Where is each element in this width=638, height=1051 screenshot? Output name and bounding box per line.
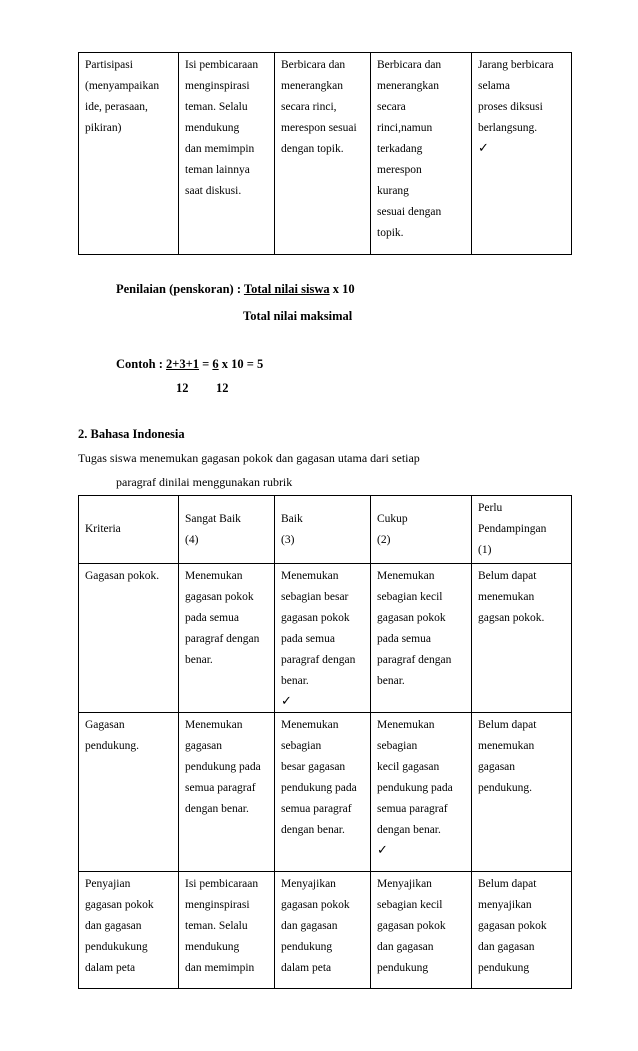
cell-text: dan gagasan: [85, 920, 142, 932]
example-equals: =: [202, 357, 210, 371]
table-cell: [472, 564, 572, 713]
cell-text: sebagian: [281, 740, 322, 752]
cell-text: dan gagasan: [281, 920, 338, 932]
cell-text: pikiran): [85, 122, 122, 134]
cell-text: Partisipasi: [85, 59, 133, 71]
cell-text: pendukung pada: [185, 761, 261, 773]
table-row: [79, 53, 572, 255]
table-cell: [179, 564, 275, 713]
checkmark-icon: ✓: [281, 693, 292, 708]
cell-text: sebagian: [377, 740, 418, 752]
formula-label: Penilaian (penskoran) :: [116, 282, 242, 296]
cell-text: Jarang berbicara: [478, 59, 554, 71]
cell-text: gagsan pokok.: [478, 612, 545, 624]
formula-denominator: Total nilai maksimal: [243, 309, 353, 323]
cell-text: merespon sesuai: [281, 122, 357, 134]
cell-text: dengan topik.: [281, 143, 344, 155]
table-cell: [472, 872, 572, 989]
cell-text: terkadang: [377, 143, 423, 155]
cell-text: proses diksusi: [478, 101, 543, 113]
cell-text: pada semua: [185, 612, 239, 624]
example-label: Contoh :: [116, 357, 163, 371]
cell-text: benar.: [185, 654, 213, 666]
header-text: (2): [377, 533, 391, 546]
cell-text: secara rinci,: [281, 101, 337, 113]
cell-text: rinci,namun: [377, 122, 433, 134]
cell-text: mendukung: [185, 941, 240, 953]
header-text: Sangat Baik: [185, 512, 241, 525]
cell-text: sesuai dengan: [377, 206, 442, 218]
cell-text: teman. Selalu: [185, 920, 248, 932]
table-row: [79, 713, 572, 872]
cell-text: menemukan: [478, 591, 535, 603]
section-intro-line-1: Tugas siswa menemukan gagasan pokok dan gagasan utama dari setiap: [78, 451, 420, 465]
header-cell: [275, 496, 371, 564]
cell-text: menerangkan: [377, 80, 439, 92]
cell-text: topik.: [377, 227, 404, 239]
cell-text: teman lainnya: [185, 164, 250, 176]
cell-text: dan memimpin: [185, 143, 255, 155]
cell-text: semua paragraf: [281, 803, 352, 815]
table-cell: [371, 564, 472, 713]
table-cell: [275, 872, 371, 989]
cell-text: selama: [478, 80, 510, 92]
header-cell-kriteria: [79, 496, 179, 564]
cell-text: secara: [377, 101, 406, 113]
cell-text: Berbicara dan: [377, 59, 442, 71]
cell-text: gagasan pokok: [478, 920, 547, 932]
cell-text: kecil gagasan: [377, 761, 440, 773]
table-cell: [371, 53, 472, 255]
example-numerator-2: 6: [212, 357, 219, 371]
table-row: [79, 564, 572, 713]
table-cell: [275, 53, 371, 255]
header-text: (3): [281, 533, 295, 546]
cell-text: dan memimpin: [185, 962, 255, 974]
cell-text: menemukan: [478, 740, 535, 752]
table-cell: [371, 872, 472, 989]
cell-text: menerangkan: [281, 80, 343, 92]
cell-text: semua paragraf: [377, 803, 448, 815]
cell-text: Isi pembicaraan: [185, 59, 259, 71]
cell-text: sebagian besar: [281, 591, 349, 603]
cell-text: gagasan: [478, 761, 516, 773]
cell-text: Menemukan: [377, 570, 435, 582]
cell-text: Menemukan: [281, 570, 339, 582]
cell-text: pendukung.: [478, 782, 532, 794]
cell-text: pendukung: [281, 941, 333, 953]
cell-text: Menyajikan: [377, 878, 432, 890]
cell-text: Menemukan: [185, 570, 243, 582]
cell-text: pada semua: [377, 633, 431, 645]
table-cell: [179, 713, 275, 872]
example-denominator-1: 12: [176, 381, 189, 395]
formula-multiplier: x 10: [332, 282, 355, 296]
cell-text: Menemukan: [185, 719, 243, 731]
cell-text: teman. Selalu: [185, 101, 248, 113]
cell-text: gagasan pokok: [377, 920, 446, 932]
cell-text: Berbicara dan: [281, 59, 346, 71]
table-cell: [179, 53, 275, 255]
table-row: [79, 872, 572, 989]
table-header-row: [79, 496, 572, 564]
cell-text: Penyajian: [85, 878, 131, 890]
cell-text: besar gagasan: [281, 761, 346, 773]
header-text: Kriteria: [85, 523, 121, 535]
example-denominator-2: 12: [216, 381, 229, 395]
cell-text: Belum dapat: [478, 878, 537, 890]
cell-text: sebagian kecil: [377, 899, 443, 911]
cell-text: dan gagasan: [478, 941, 535, 953]
cell-text: merespon: [377, 164, 422, 176]
header-text: Pendampingan: [478, 523, 547, 535]
checkmark-icon: ✓: [377, 842, 388, 857]
table-cell: [472, 53, 572, 255]
cell-text: pendukung.: [85, 740, 139, 752]
example-line: [116, 357, 263, 372]
header-cell: [472, 496, 572, 564]
cell-text: gagasan: [185, 740, 223, 752]
cell-text: gagasan pokok: [281, 612, 350, 624]
cell-text: pada semua: [281, 633, 335, 645]
scoring-formula-label: [116, 282, 355, 297]
cell-text: dan gagasan: [377, 941, 434, 953]
cell-text: mendukung: [185, 122, 240, 134]
cell-text: menginspirasi: [185, 80, 250, 92]
table-cell: [371, 713, 472, 872]
header-text: (4): [185, 533, 199, 546]
example-numerator: 2+3+1: [166, 357, 200, 371]
table-cell: [275, 713, 371, 872]
cell-text: ide, perasaan,: [85, 101, 148, 113]
cell-text: Gagasan: [85, 719, 125, 731]
formula-numerator: Total nilai siswa: [243, 282, 330, 296]
header-cell: [179, 496, 275, 564]
cell-text: gagasan pokok: [281, 899, 350, 911]
table-cell: [275, 564, 371, 713]
checkmark-icon: ✓: [478, 140, 489, 155]
cell-text: pendukung pada: [281, 782, 357, 794]
cell-text: Belum dapat: [478, 570, 537, 582]
table-cell: [79, 713, 179, 872]
cell-text: paragraf dengan: [185, 633, 260, 645]
header-text: (1): [478, 544, 492, 556]
cell-text: dalam peta: [85, 962, 136, 974]
cell-text: Isi pembicaraan: [185, 878, 259, 890]
cell-text: berlangsung.: [478, 122, 538, 134]
table-cell: [79, 53, 179, 255]
cell-text: gagasan pokok: [377, 612, 446, 624]
cell-text: Gagasan pokok.: [85, 570, 160, 582]
table-cell: [179, 872, 275, 989]
example-rest: x 10 = 5: [221, 357, 264, 371]
cell-text: saat diskusi.: [185, 185, 242, 197]
cell-text: menyajikan: [478, 899, 532, 911]
header-text: Baik: [281, 512, 303, 525]
cell-text: pendukukung: [85, 941, 148, 953]
section-intro-line-2: paragraf dinilai menggunakan rubrik: [116, 475, 293, 489]
cell-text: dengan benar.: [281, 824, 345, 836]
cell-text: kurang: [377, 185, 409, 197]
cell-text: Menemukan: [281, 719, 339, 731]
cell-text: paragraf dengan: [377, 654, 452, 666]
header-cell: [371, 496, 472, 564]
section-heading: 2. Bahasa Indonesia: [78, 427, 185, 441]
cell-text: Menemukan: [377, 719, 435, 731]
rubric-table: [78, 495, 572, 989]
cell-text: gagasan pokok: [185, 591, 254, 603]
table-cell: [79, 564, 179, 713]
cell-text: benar.: [281, 675, 309, 687]
cell-text: Menyajikan: [281, 878, 336, 890]
cell-text: gagasan pokok: [85, 899, 154, 911]
table-cell: [79, 872, 179, 989]
participation-rubric-table: [78, 52, 572, 255]
cell-text: pendukung: [377, 962, 429, 974]
cell-text: dengan benar.: [185, 803, 249, 815]
cell-text: dengan benar.: [377, 824, 441, 836]
cell-text: pendukung pada: [377, 782, 453, 794]
table-cell: [472, 713, 572, 872]
cell-text: pendukung: [478, 962, 530, 974]
cell-text: benar.: [377, 675, 405, 687]
cell-text: Belum dapat: [478, 719, 537, 731]
cell-text: dalam peta: [281, 962, 332, 974]
cell-text: (menyampaikan: [85, 80, 160, 92]
header-text: Perlu: [478, 502, 503, 514]
cell-text: paragraf dengan: [281, 654, 356, 666]
header-text: Cukup: [377, 512, 408, 525]
cell-text: menginspirasi: [185, 899, 250, 911]
cell-text: sebagian kecil: [377, 591, 443, 603]
cell-text: semua paragraf: [185, 782, 256, 794]
